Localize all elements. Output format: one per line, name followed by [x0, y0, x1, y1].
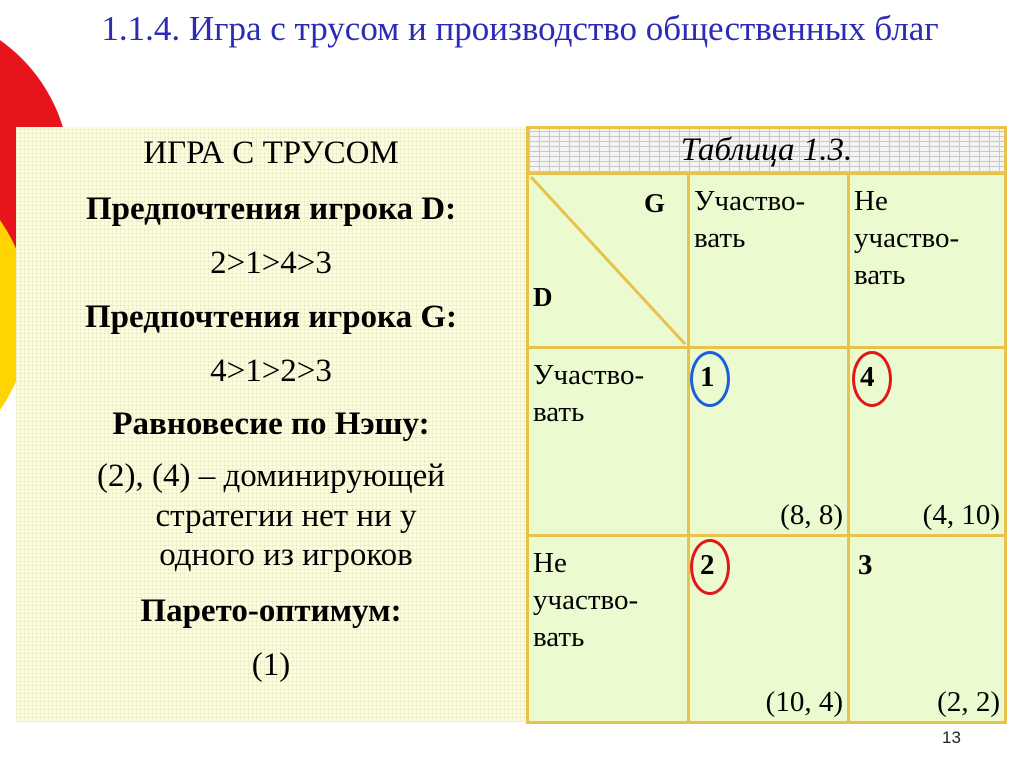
corner-cell [529, 175, 687, 346]
left-text-panel [16, 127, 526, 722]
col1-line-1: Участво- [694, 185, 806, 217]
cell-4-number: 4 [860, 361, 875, 393]
row-header-not-participate [529, 537, 687, 721]
pareto-label: Парето-оптимум: [140, 593, 402, 629]
game-heading: ИГРА С ТРУСОМ [143, 135, 399, 171]
page-number: 13 [942, 728, 961, 747]
cell-3-number: 3 [858, 549, 873, 581]
cell-4-payoff: (4, 10) [922, 499, 1000, 531]
col2-line-3: вать [854, 259, 906, 291]
cell-2-payoff: (10, 4) [765, 686, 843, 718]
col2-line-1: Не [854, 185, 888, 217]
row1-line-1: Участво- [533, 359, 645, 391]
cell-1-payoff: (8, 8) [780, 499, 843, 531]
cell-1 [690, 349, 847, 534]
row2-line-2: участво- [533, 584, 639, 616]
row1-line-2: вать [533, 396, 585, 428]
column-player-label: G [643, 188, 665, 218]
cell-2 [690, 537, 847, 721]
pref-d-label: Предпочтения игрока D: [85, 191, 457, 227]
column-header-not-participate [850, 175, 1004, 346]
nash-label: Равновесие по Нэшу: [112, 406, 430, 442]
col2-line-2: участво- [854, 222, 960, 254]
pref-d-value: 2>1>4>3 [210, 245, 332, 281]
cell-1-number: 1 [700, 361, 715, 393]
row-header-participate [529, 349, 687, 534]
pref-g-value: 4>1>2>3 [210, 353, 332, 389]
row-player-label: D [533, 282, 553, 312]
pref-g-label: Предпочтения игрока G: [85, 299, 457, 335]
col1-line-2: вать [694, 222, 746, 254]
payoff-table [526, 126, 1007, 724]
column-header-participate [690, 175, 847, 346]
nash-line-3: одного из игроков [159, 537, 413, 573]
slide-title: 1.1.4. Игра с трусом и производство общественных благ [101, 9, 939, 48]
row2-line-1: Не [533, 547, 567, 579]
cell-3-payoff: (2, 2) [937, 686, 1000, 718]
cell-4 [850, 349, 1004, 534]
pareto-value: (1) [251, 647, 291, 683]
table-caption: Таблица 1.3. [529, 129, 1004, 172]
row2-line-3: вать [533, 621, 585, 653]
cell-3 [850, 537, 1004, 721]
nash-line-2: стратегии нет ни у [155, 498, 417, 534]
cell-2-number: 2 [700, 549, 715, 581]
nash-line-1: (2), (4) – доминирующей [97, 458, 445, 494]
